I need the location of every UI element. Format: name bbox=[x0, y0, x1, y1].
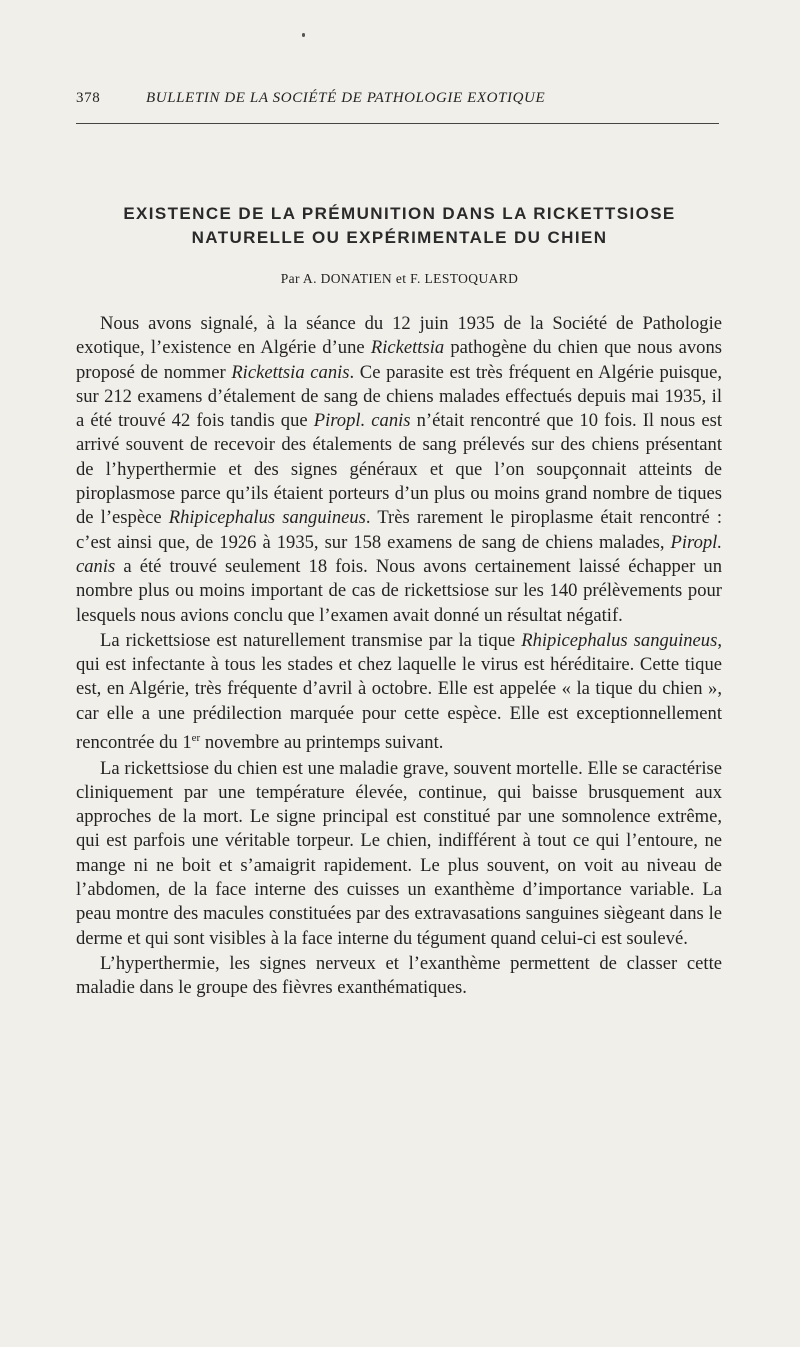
italic-term: Rickettsia canis bbox=[231, 361, 350, 383]
text-run: L’hyperthermie, les signes nerveux et l’exanthème permettent de classer cette maladie dans le groupe des fièvres exanthématiques. bbox=[76, 952, 722, 999]
article-body bbox=[76, 312, 722, 1001]
page-number: 378 bbox=[76, 90, 101, 106]
italic-term: Rhipicephalus sanguineus bbox=[521, 629, 718, 651]
italic-term: Piropl. canis bbox=[76, 531, 722, 577]
article-authors: Par A. DONATIEN et F. LESTOQUARD bbox=[280, 271, 519, 286]
italic-term: Rhipicephalus sanguineus bbox=[168, 507, 366, 529]
italic-term: Piropl. canis bbox=[313, 410, 411, 432]
text-run: . Très rarement le piroplasme était rencontré : c’est ainsi que, de 1926 à 1935, sur 158 examens de sang de chiens malades, bbox=[76, 507, 722, 553]
italic-term: Rickettsia bbox=[370, 337, 445, 359]
text-run: La rickettsiose est naturellement transmise par la tique bbox=[100, 629, 522, 651]
print-speck bbox=[302, 33, 305, 37]
paragraph bbox=[76, 757, 722, 951]
text-run: a été trouvé seulement 18 fois. Nous avons certainement laissé échapper un nombre plus ou moins important de cas de rickettsiose sur les 140 prélèvements pour lesquels nous avions conclu que l’examen avait donné un résultat négatif. bbox=[76, 555, 722, 626]
article-title-line-1: EXISTENCE DE LA PRÉMUNITION DANS LA RICKETTSIOSE bbox=[123, 204, 676, 223]
header-rule bbox=[76, 123, 719, 124]
text-run: La rickettsiose du chien est une maladie grave, souvent mortelle. Elle se caractérise cliniquement par une température élevée, continue, qui baisse brusquement aux approches de la mort. Le signe principal est constitué par une somnolence extrême, qui est parfois une véritable torpeur. Le chien, indifférent à tout ce qui l’entoure, ne mange ni ne boit et s’amaigrit rapidement. Le plus souvent, on voit au niveau de l’abdomen, de la face interne des cuisses un exanthème d’importance variable. La peau montre des macules constituées par des extravasations sanguines siègeant dans le derme et qui sont visibles à la face interne du tégument quand celui-ci est soulevé. bbox=[76, 757, 722, 949]
running-title: BULLETIN DE LA SOCIÉTÉ DE PATHOLOGIE EXOTIQUE bbox=[146, 90, 546, 106]
paragraph bbox=[76, 312, 722, 628]
text-run: . Ce parasite est très fréquent en Algérie puisque, sur 212 examens d’étalement de sang de chiens malades effectués depuis mai 1935, il a été trouvé 42 fois tandis que bbox=[76, 361, 722, 432]
paragraph bbox=[76, 629, 722, 756]
text-run: n’était rencontré que 10 fois. Il nous est arrivé souvent de recevoir des étalements de sang prélevés sur des chiens présentant de l’hyperthermie et des signes généraux et que l’on soupçonnait atteints de piroplasmose parce qu’ils étaient porteurs d’un plus ou moins grand nombre de tiques de l’espèce bbox=[76, 410, 722, 529]
text-run: Nous avons signalé, à la séance du 12 juin 1935 de la Société de Pathologie exotique, l’existence en Algérie d’une bbox=[76, 313, 722, 359]
article-title-line-2: NATURELLE OU EXPÉRIMENTALE DU CHIEN bbox=[191, 228, 608, 247]
page-header bbox=[76, 90, 718, 114]
paragraph bbox=[76, 952, 722, 1001]
superscript: er bbox=[191, 732, 201, 745]
text-run: pathogène du chien que nous avons proposé de nommer bbox=[76, 337, 723, 383]
text-run: novembre au printemps suivant. bbox=[200, 732, 444, 754]
text-run: , qui est infectante à tous les stades et chez laquelle le virus est héréditaire. Cette tique est, en Algérie, très fréquente d’avril à octobre. Elle est appelée « la tique du chien », car elle a une prédilection marquée pour cette espèce. Elle est exceptionnellement rencontrée du 1 bbox=[76, 629, 722, 754]
article-title bbox=[76, 202, 723, 250]
